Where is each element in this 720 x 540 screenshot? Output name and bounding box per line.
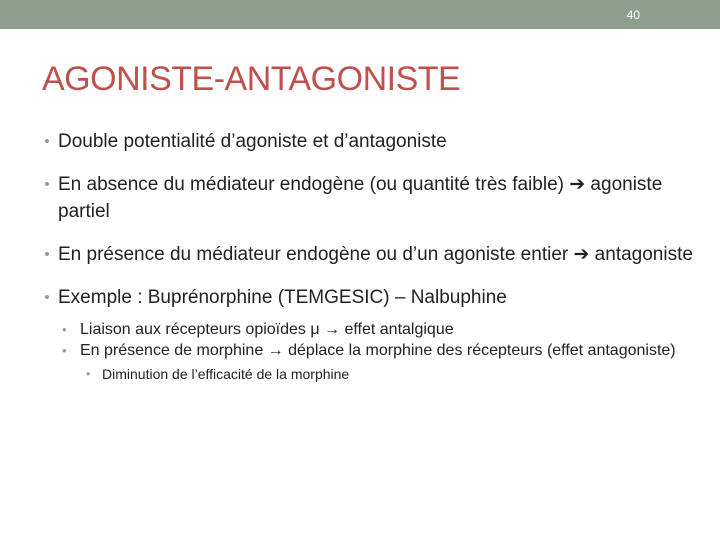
- bullet-text: En présence du médiateur endogène ou d’un agoniste entier ➔ antagoniste: [58, 244, 693, 265]
- sub-bullet-item: [36, 319, 696, 340]
- bullet-dot-icon: •: [44, 133, 50, 150]
- bullet-dot-icon: •: [62, 322, 67, 337]
- sub-sub-bullet-item: [36, 365, 696, 384]
- sub-bullet-text: Liaison aux récepteurs opioïdes μ → effet antalgique: [80, 321, 454, 338]
- bullet-item: [36, 128, 696, 155]
- bullet-dot-icon: •: [44, 176, 50, 193]
- bullet-dot-icon: •: [86, 367, 91, 381]
- slide-content: [36, 128, 696, 384]
- bullet-dot-icon: •: [62, 343, 67, 358]
- bullet-item: [36, 284, 696, 311]
- bullet-text: En absence du médiateur endogène (ou quantité très faible) ➔ agoniste partiel: [58, 174, 663, 222]
- bullet-item: [36, 171, 696, 225]
- bullet-dot-icon: •: [44, 289, 50, 306]
- sub-bullet-item: [36, 340, 696, 361]
- sub-bullet-text: En présence de morphine → déplace la morphine des récepteurs (effet antagoniste): [80, 342, 676, 359]
- bullet-text: Exemple : Buprénorphine (TEMGESIC) – Nalbuphine: [58, 287, 507, 308]
- top-bar: [0, 0, 720, 29]
- sub-sub-bullet-text: Diminution de l’efficacité de la morphine: [102, 366, 350, 382]
- slide-title: AGONISTE-ANTAGONISTE: [42, 60, 461, 98]
- bullet-dot-icon: •: [44, 246, 50, 263]
- bullet-text: Double potentialité d’agoniste et d’antagoniste: [58, 131, 447, 152]
- slide-number: 40: [626, 8, 640, 22]
- bullet-item: [36, 241, 696, 268]
